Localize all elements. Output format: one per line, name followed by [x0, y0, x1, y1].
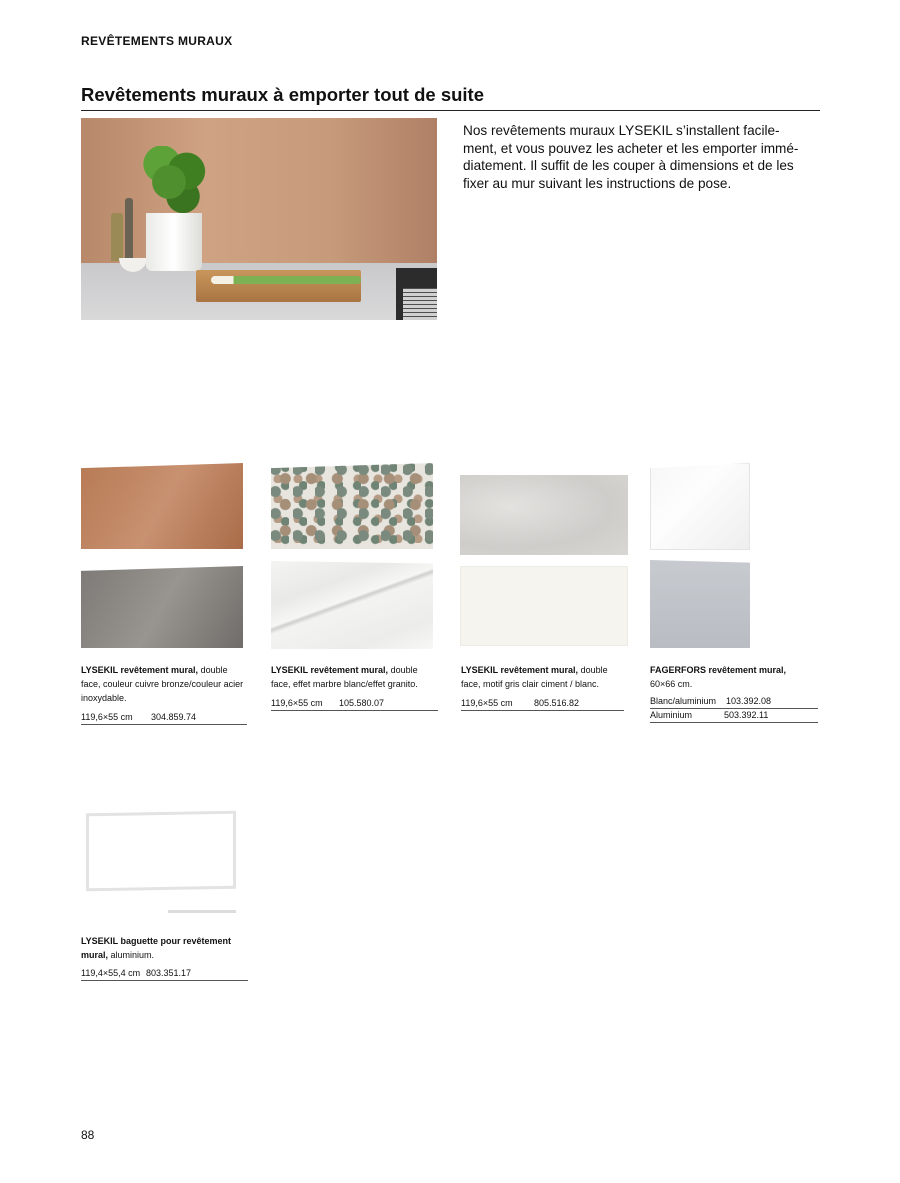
price-table — [461, 697, 624, 711]
table-row — [650, 695, 818, 709]
intro-line: fixer au mur suivant les instructions de pose. — [463, 175, 732, 191]
cement-swatch — [460, 475, 628, 555]
intro-line: ment, et vous pouvez les acheter et les emporter immé- — [463, 140, 799, 156]
dimension: 119,6×55 cm — [461, 698, 513, 708]
product-name: LYSEKIL baguette pour revêtement mural, — [81, 936, 232, 960]
intro-line: Nos revêtements muraux LYSEKIL s’installent facile- — [463, 123, 780, 138]
intro-text — [463, 122, 823, 192]
copper-swatch — [81, 463, 243, 549]
white-swatch — [460, 566, 628, 646]
dimension: 119,4×55,4 cm — [81, 968, 141, 978]
price-table — [81, 711, 247, 725]
price-table — [81, 967, 248, 981]
dimension: Blanc/aluminium — [650, 696, 717, 706]
marble-swatch — [271, 561, 433, 649]
table-row — [271, 697, 438, 711]
article-number: 304.859.74 — [151, 712, 197, 722]
table-row — [81, 711, 247, 725]
trim-strip-image — [168, 910, 236, 913]
article-number: 105.580.07 — [339, 698, 385, 708]
product-description — [81, 663, 247, 705]
product-card — [81, 663, 247, 725]
dimension: 119,6×55 cm — [271, 698, 323, 708]
aluminium-panel-swatch — [650, 560, 750, 648]
product-description — [271, 663, 438, 691]
page-number: 88 — [81, 1128, 95, 1142]
product-card — [461, 663, 624, 711]
article-number: 503.392.11 — [724, 710, 769, 720]
product-description — [81, 934, 248, 962]
dimension: 119,6×55 cm — [81, 712, 133, 722]
product-card — [81, 934, 248, 981]
product-details: aluminium. — [108, 950, 155, 960]
product-details: 60×66 cm. — [650, 679, 693, 689]
product-name: LYSEKIL revêtement mural, — [81, 665, 199, 675]
product-description — [461, 663, 624, 691]
product-name: LYSEKIL revêtement mural, — [271, 665, 389, 675]
section-label: REVÊTEMENTS MURAUX — [81, 34, 233, 48]
price-table — [271, 697, 438, 711]
product-details: double face, effet marbre blanc/effet granito. — [271, 665, 418, 689]
product-details: double face, motif gris clair ciment / blanc. — [461, 665, 608, 689]
page-title: Revêtements muraux à emporter tout de suite — [81, 84, 820, 111]
article-number: 103.392.08 — [726, 696, 772, 706]
table-row — [650, 709, 818, 723]
steel-swatch — [81, 566, 243, 648]
intro-line: diatement. Il suffit de les couper à dimensions et de les — [463, 158, 794, 173]
dimension: Aluminium — [650, 710, 693, 720]
granito-swatch — [271, 463, 433, 549]
product-name: LYSEKIL revêtement mural, — [461, 665, 579, 675]
product-description — [650, 663, 818, 691]
kitchen-photo — [81, 118, 437, 320]
product-card — [650, 663, 818, 723]
trim-frame-image — [86, 811, 236, 892]
article-number: 805.516.82 — [534, 698, 580, 708]
article-number: 803.351.17 — [146, 968, 192, 978]
table-row — [461, 697, 624, 711]
product-name: FAGERFORS revêtement mural, — [650, 665, 787, 675]
product-card — [271, 663, 438, 711]
price-table — [650, 695, 818, 723]
product-details: double face, couleur cuivre bronze/couleur acier inoxydable. — [81, 665, 244, 703]
table-row — [81, 967, 248, 981]
white-panel-swatch — [650, 463, 750, 550]
